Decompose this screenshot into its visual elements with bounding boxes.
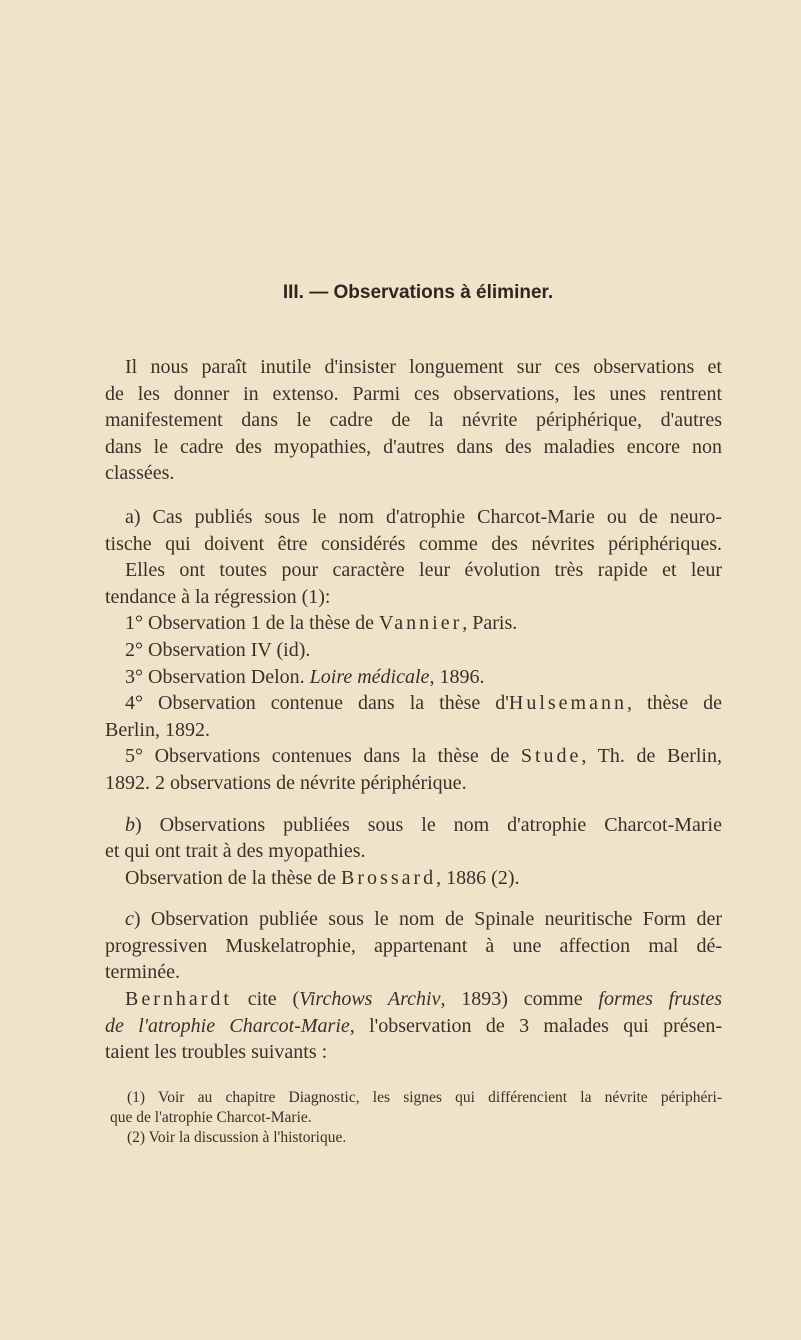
text-line — [105, 986, 722, 1013]
text: 1892. 2 observations de névrite périphérique. — [105, 771, 467, 794]
text: Il nous paraît inutile d'insister longuement sur ces observations et — [125, 356, 722, 378]
text: 4° Observation contenue dans la thèse d' — [125, 692, 509, 715]
footnote-line — [110, 1128, 722, 1148]
text: 5° Observations contenues dans la thèse de — [125, 745, 521, 768]
text-line — [105, 1013, 722, 1040]
text: que de l'atrophie Charcot-Marie. — [110, 1108, 312, 1126]
text: Observation de la thèse de — [125, 866, 342, 889]
text: de les donner in extenso. Parmi ces observations, les unes rentrent — [105, 382, 722, 405]
footnote-line — [110, 1108, 722, 1128]
body-text — [105, 354, 722, 1066]
italic-text: Loire médicale — [309, 665, 430, 688]
italic-text: b — [125, 813, 135, 836]
author-name: Hulsemann — [508, 692, 627, 715]
author-name: Brossard — [341, 866, 437, 889]
text: cite ( — [231, 988, 300, 1011]
author-name: Stude — [520, 745, 582, 768]
text: manifestement dans le cadre de la névrite périphérique, d'autres — [105, 409, 722, 432]
footnote-line — [110, 1088, 722, 1108]
text-line — [105, 906, 722, 933]
text: terminée. — [105, 961, 180, 984]
author-name: Bernhardt — [125, 988, 232, 1011]
section-heading: III. — Observations à éliminer. — [282, 282, 554, 303]
text: , thèse de — [626, 692, 722, 715]
text-line — [105, 1039, 722, 1066]
text: , l'observation de 3 malades qui présen- — [349, 1014, 722, 1037]
text-line — [105, 381, 722, 408]
paragraph — [105, 504, 722, 797]
text-line — [105, 770, 722, 797]
text-line — [105, 664, 722, 691]
text-line — [105, 838, 722, 865]
text-line — [105, 584, 722, 611]
text: tische qui doivent être considérés comme des névrites périphériques. — [105, 532, 722, 555]
text: Elles ont toutes pour caractère leur évolution très rapide et leur — [125, 559, 722, 582]
paragraph — [105, 354, 722, 487]
text: classées. — [105, 462, 175, 485]
text-line — [105, 354, 722, 381]
italic-text: c — [125, 908, 134, 931]
text-line — [105, 812, 722, 839]
text-line — [105, 557, 722, 584]
text-line — [105, 743, 722, 770]
text-line — [105, 434, 722, 461]
text: , Paris. — [462, 612, 518, 635]
text: , 1896. — [429, 665, 485, 688]
italic-text: formes frustes — [598, 988, 722, 1011]
text: ) Observation publiée sous le nom de Spinale neuritische Form der — [133, 908, 722, 931]
text: Berlin, 1892. — [105, 718, 210, 741]
text: progressiven Muskelatrophie, appartenant à une affection mal dé- — [105, 934, 722, 957]
text-line — [105, 531, 722, 558]
text-line — [105, 717, 722, 744]
text: (2) Voir la discussion à l'historique. — [127, 1128, 347, 1146]
text: tendance à la régression (1): — [105, 585, 331, 608]
text-line — [105, 460, 722, 487]
text: , Th. de Berlin, — [581, 745, 722, 768]
text: (1) Voir au chapitre Diagnostic, les signes qui différencient la névrite périphéri- — [127, 1089, 722, 1106]
text: et qui ont trait à des myopathies. — [105, 840, 366, 863]
footnotes — [110, 1088, 722, 1147]
italic-text: de l'atrophie Charcot-Marie — [105, 1014, 350, 1037]
text-line — [105, 959, 722, 986]
text-line — [105, 504, 722, 531]
text: 3° Observation Delon. — [125, 665, 310, 688]
text: dans le cadre des myopathies, d'autres dans des maladies encore non — [105, 435, 722, 458]
text-line — [105, 407, 722, 434]
text-line — [105, 865, 722, 892]
text: , 1886 (2). — [436, 866, 520, 889]
paragraph — [105, 812, 722, 892]
text: ) Observations publiées sous le nom d'atrophie Charcot-Marie — [135, 813, 722, 836]
author-name: Vannier — [379, 612, 463, 635]
text: a) Cas publiés sous le nom d'atrophie Charcot-Marie ou de neuro- — [125, 505, 722, 528]
text: taient les troubles suivants : — [105, 1041, 328, 1064]
italic-text: Virchows Archiv — [299, 988, 441, 1011]
text: 2° Observation IV (id). — [125, 638, 311, 661]
text: , 1893) comme — [440, 988, 599, 1011]
text-line — [105, 637, 722, 664]
text: 1° Observation 1 de la thèse de — [125, 612, 380, 635]
text-line — [105, 610, 722, 637]
text-line — [105, 933, 722, 960]
text-line — [105, 690, 722, 717]
paragraph — [105, 906, 722, 1066]
